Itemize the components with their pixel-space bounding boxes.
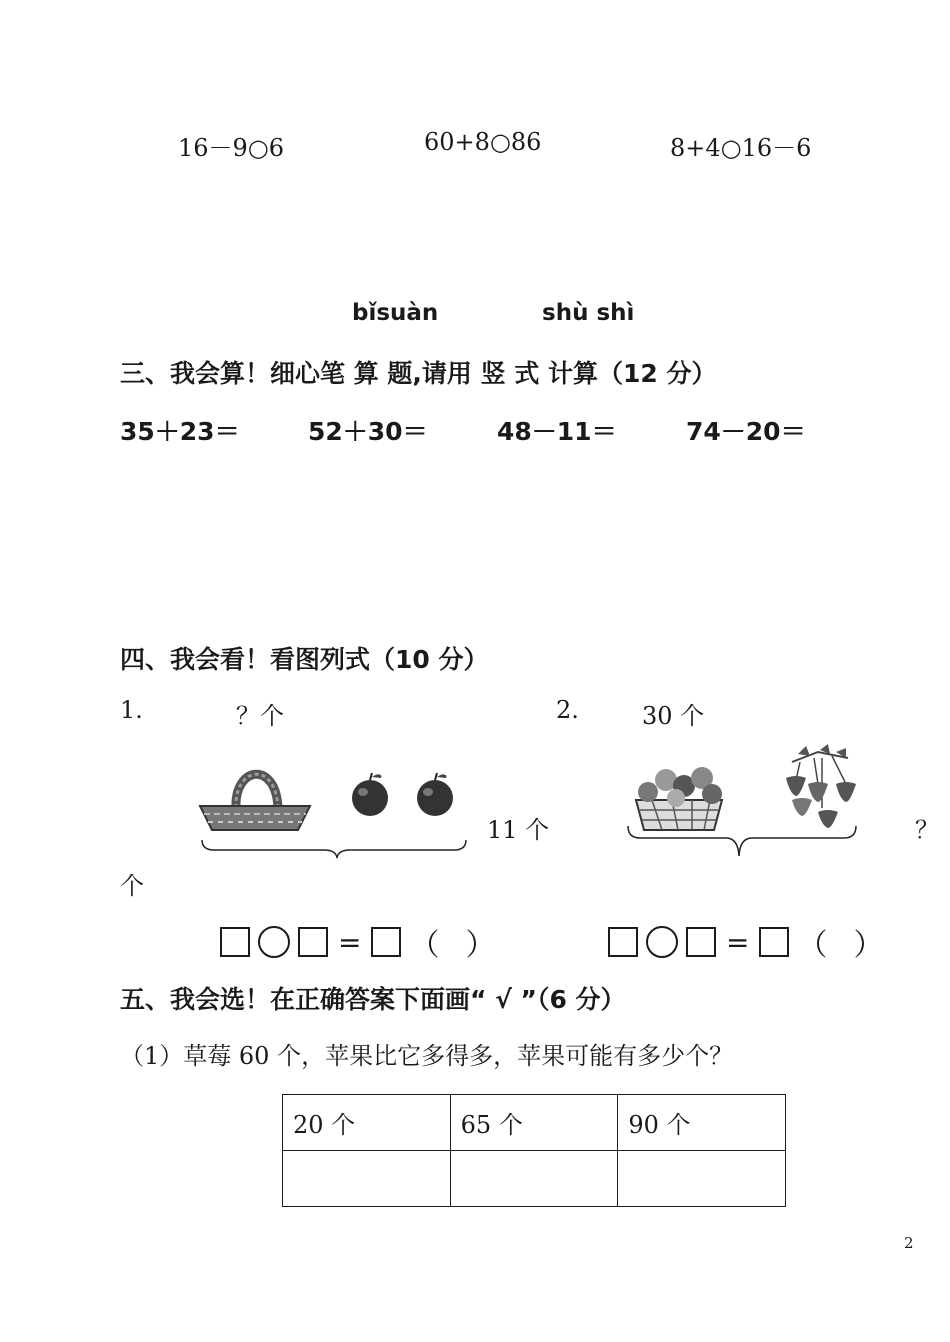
pinyin-shushi: shù shì [542,300,635,326]
problem-4: 74－20＝ [686,417,806,446]
section4-title: 四、我会看！看图列式（10 分） [120,645,489,674]
q1-number: 1. [120,696,143,724]
compare-item-1: 16－9○6 [178,134,285,162]
brace [202,840,466,858]
q2-top-label: 30 个 [642,702,705,730]
answer-box[interactable] [608,927,638,957]
unit-paren-close: ） [465,928,496,963]
table-row [283,1151,786,1207]
apple-icon [417,773,453,816]
formula-1 [220,920,495,964]
table-row [283,1095,786,1151]
q1-top-label: ？个 [236,702,284,730]
option-cell: 20 个 [283,1095,451,1151]
equals-sign: = [726,925,750,959]
unit-paren-open: （ [797,928,828,963]
pinyin-bisuan: bǐsuàn [352,300,439,326]
answer-table [282,1094,786,1207]
page-number: 2 [904,1234,914,1252]
section5-question: （1）草莓 60 个，苹果比它多得多，苹果可能有多少个？ [120,1042,734,1070]
compare-item-2: 60+8○86 [424,128,542,156]
answer-box[interactable] [220,927,250,957]
unit-paren-open: （ [409,928,440,963]
q2-right-label: ？ [915,816,939,844]
section3-title: 三、我会算！细心笔 算 题,请用 竖 式 计算（12 分） [120,359,717,388]
check-cell[interactable] [618,1151,786,1207]
q1-picture [196,748,476,860]
q2-wrap-label: 个 [120,872,144,900]
answer-box[interactable] [371,927,401,957]
equals-sign: = [338,925,362,959]
answer-box[interactable] [759,927,789,957]
strawberry-basket-icon [636,767,722,830]
q1-total-label: 11 个 [487,816,550,844]
check-cell[interactable] [450,1151,618,1207]
operator-circle[interactable] [258,926,290,958]
formula-2 [608,920,883,964]
operator-circle[interactable] [646,926,678,958]
answer-box[interactable] [686,927,716,957]
problem-1: 35＋23＝ [120,417,240,446]
answer-box[interactable] [298,927,328,957]
basket-icon [200,774,310,830]
problem-2: 52＋30＝ [308,417,428,446]
section5-title: 五、我会选！在正确答案下面画“ √ ”（6 分） [120,985,626,1014]
option-cell: 90 个 [618,1095,786,1151]
apple-icon [352,773,388,816]
option-cell: 65 个 [450,1095,618,1151]
check-cell[interactable] [283,1151,451,1207]
compare-item-3: 8+4○16－6 [670,134,812,162]
q2-number: 2. [556,696,579,724]
unit-paren-close: ） [853,928,884,963]
strawberry-plant-icon [786,744,856,828]
problem-3: 48－11＝ [497,417,617,446]
q2-picture [622,744,862,860]
